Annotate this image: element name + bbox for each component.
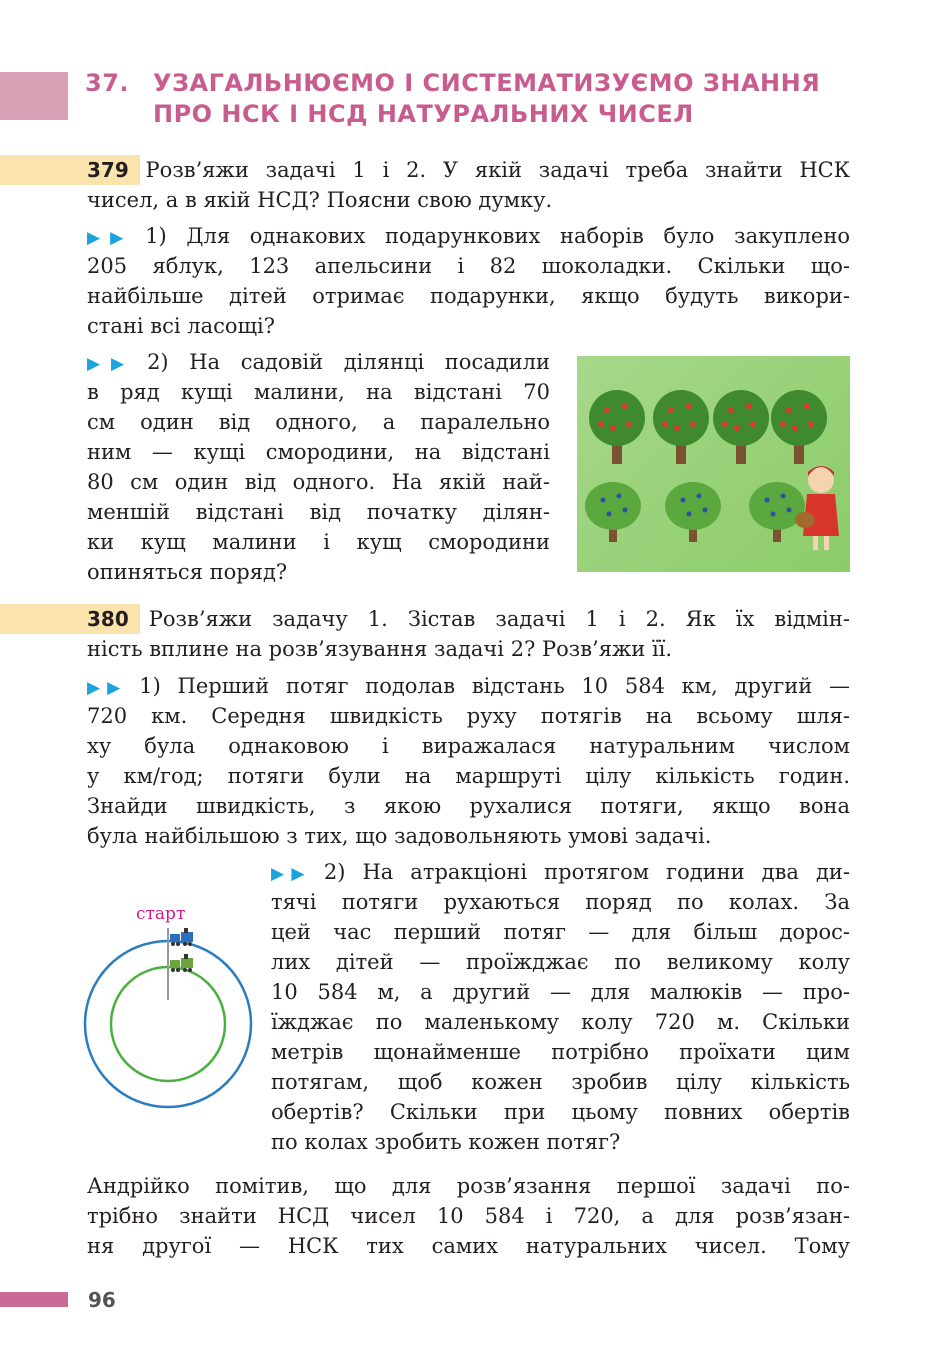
raspberry-bushes: [589, 390, 827, 464]
task-380-p2-line-1: ▶▶ 2) На атракціоні протягом години два ди-: [271, 860, 850, 884]
task-380-p1-line-2: 720 км. Середня швидкість руху потягів на всьому шля-: [87, 704, 850, 728]
task-380-p1-line-3: ху була однаковою і виражалася натуральним числом: [87, 734, 850, 758]
task-379-p2-line-3: см один від одного, а паралельно: [87, 410, 550, 434]
task-380-line-1: 380 Розв’яжи задачу 1. Зістав задачі 1 і 2. Як їх відмін-: [87, 607, 850, 631]
task-379-p2-line-2: в ряд кущі малини, на відстані 70: [87, 380, 550, 404]
conclusion-line-2: трібно знайти НСД чисел 10 584 і 720, а для розв’язан-: [87, 1204, 850, 1228]
task-379-p1-line-1: ▶▶ 1) Для однакових подарункових наборів було закуплено: [87, 224, 850, 248]
task-380-p1-line-1: ▶▶ 1) Перший потяг подолав відстань 10 584 км, другий —: [87, 674, 850, 698]
conclusion-line-1: Андрійко помітив, що для розв’язання першої задачі по-: [87, 1174, 850, 1198]
section-title-line2: ПРО НСК І НСД НАТУРАЛЬНИХ ЧИСЕЛ: [153, 100, 694, 128]
task-380-p2-line-5: 10 584 м, а другий — для малюків — про-: [271, 980, 850, 1004]
task-380-p1-line-6: була найбільшою з тих, що задовольняють умові задачі.: [87, 824, 712, 848]
task-380-p2-line-6: їжджає по маленькому колу 720 м. Скільки: [271, 1010, 850, 1034]
task-380-p2-line-8: потягам, щоб кожен зробив цілу кількість: [271, 1070, 850, 1094]
task-380-p2-line-3: цей час перший потяг — для більш дорос-: [271, 920, 850, 944]
task-380-p2-line-4: лих дітей — проїжджає по великому колу: [271, 950, 850, 974]
task-380-number: 380: [87, 607, 129, 631]
task-379-number: 379: [87, 158, 129, 182]
page-number: 96: [88, 1288, 116, 1312]
tracks-svg: [80, 900, 260, 1130]
double-arrow-icon: ▶▶: [87, 228, 134, 248]
double-arrow-icon: ▶▶: [87, 678, 128, 698]
start-label: старт: [136, 904, 186, 924]
task-379-p2-line-6: меншій відстані від початку ділян-: [87, 500, 550, 524]
task-379-p2-line-5: 80 см один від одного. На якій най-: [87, 470, 550, 494]
double-arrow-icon: ▶▶: [87, 354, 136, 374]
task-379-p1-line-4: стані всі ласощі?: [87, 314, 276, 338]
task-379-p1-line-3: найбільше дітей отримає подарунки, якщо будуть викори-: [87, 284, 850, 308]
tracks-diagram: [80, 900, 260, 1130]
garden-illustration: [577, 356, 850, 572]
task-379-p2-line-8: опиняться поряд?: [87, 560, 288, 584]
task-379-p2-line-4: ним — кущі смородини, на відстані: [87, 440, 550, 464]
task-379-p2-line-1: ▶▶ 2) На садовій ділянці посадили: [87, 350, 550, 374]
task-379-p2-line-7: ки кущ малини і кущ смородини: [87, 530, 550, 554]
task-379-line-1: 379 Розв’яжи задачі 1 і 2. У якій задачі треба знайти НСК: [87, 158, 850, 182]
section-title-line1: УЗАГАЛЬНЮЄМО І СИСТЕМАТИЗУЄМО ЗНАННЯ: [153, 69, 821, 97]
conclusion-line-3: ня другої — НСК тих самих натуральних чисел. Тому: [87, 1234, 850, 1258]
section-marker-bar: [0, 72, 68, 120]
task-380-p2-line-2: тячі потяги рухаються поряд по колах. За: [271, 890, 850, 914]
task-380-line-2: ність вплине на розв’язування задачі 2? Розв’яжи її.: [87, 637, 673, 661]
double-arrow-icon: ▶▶: [271, 864, 312, 884]
task-380-p1-line-4: у км/год; потяги були на маршруті цілу кількість годин.: [87, 764, 850, 788]
task-379-line-2: чисел, а в якій НСД? Поясни свою думку.: [87, 188, 553, 212]
task-380-p2-line-9: обертів? Скільки при цьому повних обертів: [271, 1100, 850, 1124]
task-380-p2-line-10: по колах зробить кожен потяг?: [271, 1130, 621, 1154]
task-380-p2-line-7: метрів щонайменше потрібно проїхати цим: [271, 1040, 850, 1064]
task-379-p1-line-2: 205 яблук, 123 апельсини і 82 шоколадки. Скільки що-: [87, 254, 850, 278]
footer-bar: [0, 1292, 68, 1307]
currant-bushes: [585, 482, 805, 542]
garden-drawing: [577, 356, 850, 572]
section-number: 37.: [85, 69, 130, 97]
section-heading: [85, 68, 820, 130]
task-380-p1-line-5: Знайди швидкість, з якою рухалися потяги, якщо вона: [87, 794, 850, 818]
